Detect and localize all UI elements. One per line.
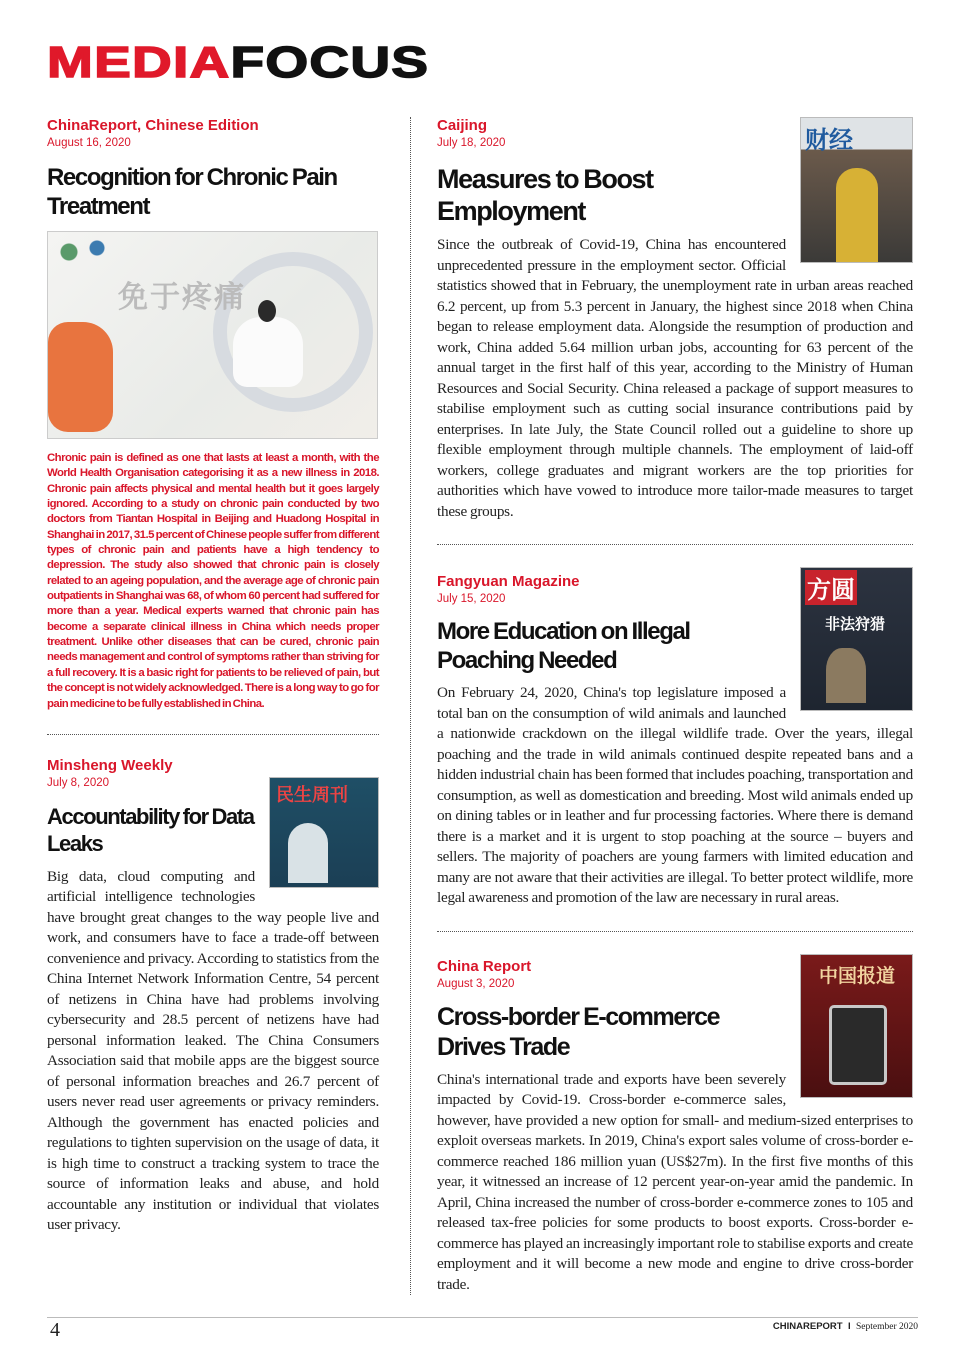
article-body: On February 24, 2020, China's top legislature imposed a total ban on the consumption of wild animals and launched a nationwide crackdown on the illegal wildlife trade. Over the years, illegal poaching and the trade in wild animals continued despite repeated bans and a hidden industrial chain has been formed that includes poaching, transportation and consumption, as well as domestication and breeding. Most wild animals ended up on dining tables or in leather and fur processing factories. Where there is demand there is a market and it is urgent to stop poaching at the source – buyers and sellers. The majority of poachers are young farmers with limited education and many are not aware that their activities are illegal. To better protect wildlife, more legal awareness and promotion of the law are necessary in rural areas. bbox=[437, 684, 913, 906]
section-divider bbox=[47, 734, 379, 735]
article-title: Recognition for Chronic Pain Treatment bbox=[47, 164, 337, 220]
magazine-cover-china-report: 中国报道 bbox=[800, 954, 913, 1098]
footer-publication: CHINAREPORT I September 2020 bbox=[772, 1321, 918, 1332]
article-source: ChinaReport, Chinese Edition bbox=[47, 117, 259, 134]
section-divider bbox=[437, 931, 913, 932]
column-divider bbox=[410, 117, 411, 1295]
article-employment bbox=[437, 117, 913, 522]
article-source: China Report bbox=[437, 957, 532, 975]
article-source: Minsheng Weekly bbox=[47, 756, 173, 774]
left-column bbox=[47, 117, 379, 1295]
section-divider bbox=[437, 544, 913, 545]
article-title: More Education on Illegal Poaching Needed bbox=[437, 618, 690, 674]
article-source: Caijing bbox=[437, 117, 488, 134]
footer bbox=[47, 1317, 918, 1347]
article-columns bbox=[47, 117, 918, 1295]
page-number: 4 bbox=[50, 1319, 60, 1341]
article-source: Fangyuan Magazine bbox=[437, 573, 580, 590]
article-body: China's international trade and exports have been severely impacted by Covid-19. Cross-border e-commerce sales, however, have provided a new option for small- and medium-sized enterprises to exploit overseas markets. In 2019, China's export sales volume of cross-border e-commerce reached 186 million yuan (US$27m). In the first five months of this year, it witnessed an increase of 12 percent year-on-year amid the pandemic. In April, China increased the number of cross-border e-commerce zones to 105 and released tax-free policies for some products to boost exports. Cross-border e-commerce has played an increasingly important role to stabilise exports and create employment and it will become a new mode and engine to drive cross-border trade. bbox=[437, 1070, 913, 1293]
article-title: Measures to Boost Employment bbox=[437, 164, 653, 226]
media-focus-logo: MEDIAFOCUS bbox=[47, 38, 430, 87]
article-data-leaks bbox=[47, 757, 379, 1236]
article-photo-meditation: 免于疼痛 bbox=[47, 231, 378, 439]
magazine-cover-minsheng: 民生周刊 bbox=[269, 777, 379, 888]
article-body: Since the outbreak of Covid-19, China has encountered unprecedented pressure in the employment sector. Official statistics showed that in February, the unemployment rate in urban areas reached 6.2 percent, up from 5.3 percent in January, the highest since 2018 when China began to release employment data. Alongside the resumption of production and work, China added 5.64 million urban jobs, accounting for 63 percent of the annual target in the first half of this year, according to the Ministry of Human Resources and Social Security. China released a package of support measures to stabilise employment such as cutting social insurance contributions paid by enterprises. In late July, the State Council rolled out a guideline to shore up flexible employment through multiple channels. The employment of laid-off workers, college graduates and migrant workers are the top priorities for authorities which have vowed to introduce more tailor-made measures to target these groups. bbox=[437, 236, 913, 520]
article-title: Cross-border E-commerce Drives Trade bbox=[437, 1002, 720, 1061]
article-date: July 8, 2020 bbox=[47, 776, 110, 789]
right-column bbox=[437, 117, 913, 1295]
article-caption: Chronic pain is defined as one that lasts at least a month, with the World Health Organisation categorising it as a new illness in 2018. Chronic pain affects physical and mental health but it goes largely ignored. According to a study on chronic pain conducted by two doctors from Tiantan Hospital in Beijing and Huadong Hospital in Shanghai in 2017, 31.5 percent of Chinese people suffer from different types of chronic pain and patients have a high tendency to depression. The study also showed that chronic pain is closely related to an ageing population, and the average age of chronic pain outpatients in Shanghai was 68, of whom 60 percent had suffered for more than a year. Medical experts warned that chronic pain has become a separate clinical illness in China which needs proper treatment. Unlike other diseases that can be cured, chronic pain needs management and control of symptoms rather than striving for a full recovery. It is a basic right for patients to be relieved of pain, but the concept is not widely acknowledged. There is a long way to go for pain medicine to be fully established in China. bbox=[47, 452, 379, 710]
article-chronic-pain bbox=[47, 117, 379, 712]
article-poaching bbox=[437, 567, 913, 909]
article-date: July 15, 2020 bbox=[437, 593, 506, 605]
article-body: Big data, cloud computing and artificial intelligence technologies have brought great changes to the way people live and work, and consumers have to face a trade-off between convenience and privacy. According to statistics from the China Internet Network Information Centre, 54 percent of netizens in China have had problems involving cybersecurity and 28.5 percent of netizens have had personal information leaked. The China Consumers Association said that mobile apps are the biggest source of personal information breaches and 26.7 percent of users never read user agreements or privacy reminders. Although the government has enacted policies and regulations to tighten supervision on the usage of data, it is high time to construct a tracking system to trace the source of information leaks and abuse, and hold accountable any institution or individual that violates user privacy. bbox=[47, 867, 379, 1234]
article-ecommerce bbox=[437, 954, 913, 1296]
article-date: August 16, 2020 bbox=[47, 137, 131, 149]
magazine-cover-fangyuan: 方圆 非法狩猎 bbox=[800, 567, 913, 711]
article-date: August 3, 2020 bbox=[437, 977, 515, 990]
article-title: Accountability for Data Leaks bbox=[47, 803, 254, 856]
article-date: July 18, 2020 bbox=[437, 137, 506, 149]
magazine-cover-caijing: 财经 bbox=[800, 117, 913, 263]
